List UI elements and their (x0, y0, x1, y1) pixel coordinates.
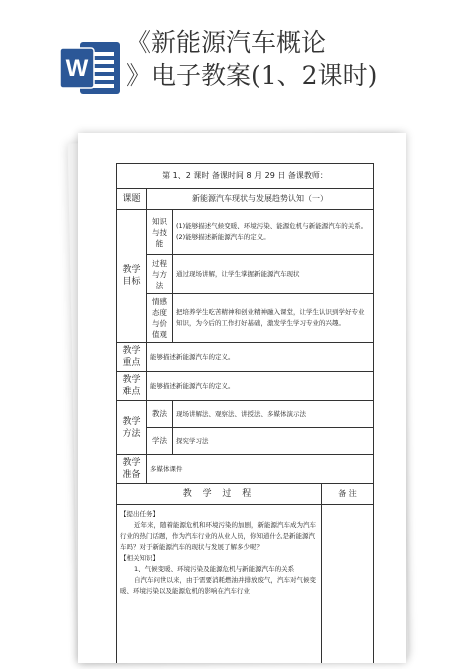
svg-text:W: W (65, 55, 89, 82)
process-line-knowledge-heading: 【相关知识】 (120, 554, 159, 563)
process-header: 教 学 过 程 (117, 484, 322, 505)
learn-method-text: 探究学习法 (173, 428, 374, 455)
method-label (117, 401, 147, 455)
paper-sheet (78, 133, 406, 663)
word-document-icon (60, 40, 122, 96)
process-content (117, 505, 322, 663)
goal-attitude-text: 把培养学生吃苦精神和创业精神融入课堂，让学生认识到学好专业知识，为今后的工作打好基础，激发学生学习专业的兴趣。 (173, 294, 374, 343)
goal-label (117, 210, 147, 343)
difficulty-text: 能够描述新能源汽车的定义。 (147, 372, 374, 401)
document-title (126, 26, 466, 92)
process-line-paragraph: 自汽车问世以来，由于需要消耗燃油并排放废气，汽车对气候变暖、环境污染以及能源危机的影响在汽车行业 (120, 576, 316, 596)
process-line-task-heading: 【提出任务】 (120, 510, 159, 519)
lesson-plan-table (116, 163, 374, 484)
lesson-header-row: 第 1、2 课时 备课时间 8 月 29 日 备课教师： (117, 164, 374, 189)
teach-method-text: 现场讲解法、观察法、讲授法、多媒体演示法 (173, 401, 374, 428)
notes-cell (322, 505, 374, 663)
goal-knowledge-text: (1)能够描述气候变暖、环境污染、能源危机与新能源汽车的关系。 (2)能够描述新能源汽车的定义。 (173, 210, 374, 255)
title-line-1: 《新能源汽车概论 (126, 28, 327, 57)
method-label-text: 教学方法 (122, 416, 141, 439)
prep-text: 多媒体课件 (147, 455, 374, 484)
goal-knowledge-label: 知识与技能 (147, 210, 173, 255)
goal-attitude-label: 情感态度与价值观 (147, 294, 173, 343)
learn-method-label: 学法 (147, 428, 173, 455)
title-line-2: 》电子教案(1、2课时) (126, 61, 378, 90)
goal-process-text: 通过现场讲解，让学生掌握新能源汽车现状 (173, 255, 374, 294)
lesson-plan (116, 163, 374, 663)
goal-label-text: 教学目标 (122, 265, 141, 287)
prep-label: 教学准备 (117, 455, 147, 484)
goal-process-label: 过程与方法 (147, 255, 173, 294)
process-line-intro: 近年来，随着能源危机和环境污染的加剧，新能源汽车成为汽车行业的热门话题，作为汽车行业的从业人员，你知道什么是新能源汽车吗？对于新能源汽车的现状与发展了解多少呢？ (120, 521, 316, 552)
topic-label: 课题 (117, 189, 147, 210)
key-point-text: 能够描述新能源汽车的定义。 (147, 343, 374, 372)
teach-method-label: 教法 (147, 401, 173, 428)
process-table (116, 483, 374, 663)
notes-header: 备 注 (322, 484, 374, 505)
key-point-label: 教学重点 (117, 343, 147, 372)
difficulty-label: 教学难点 (117, 372, 147, 401)
process-line-subheading: 1、气候变暖、环境污染及能源危机与新能源汽车的关系 (134, 565, 295, 574)
topic-value: 新能源汽车现状与发展趋势认知（一） (147, 189, 374, 210)
